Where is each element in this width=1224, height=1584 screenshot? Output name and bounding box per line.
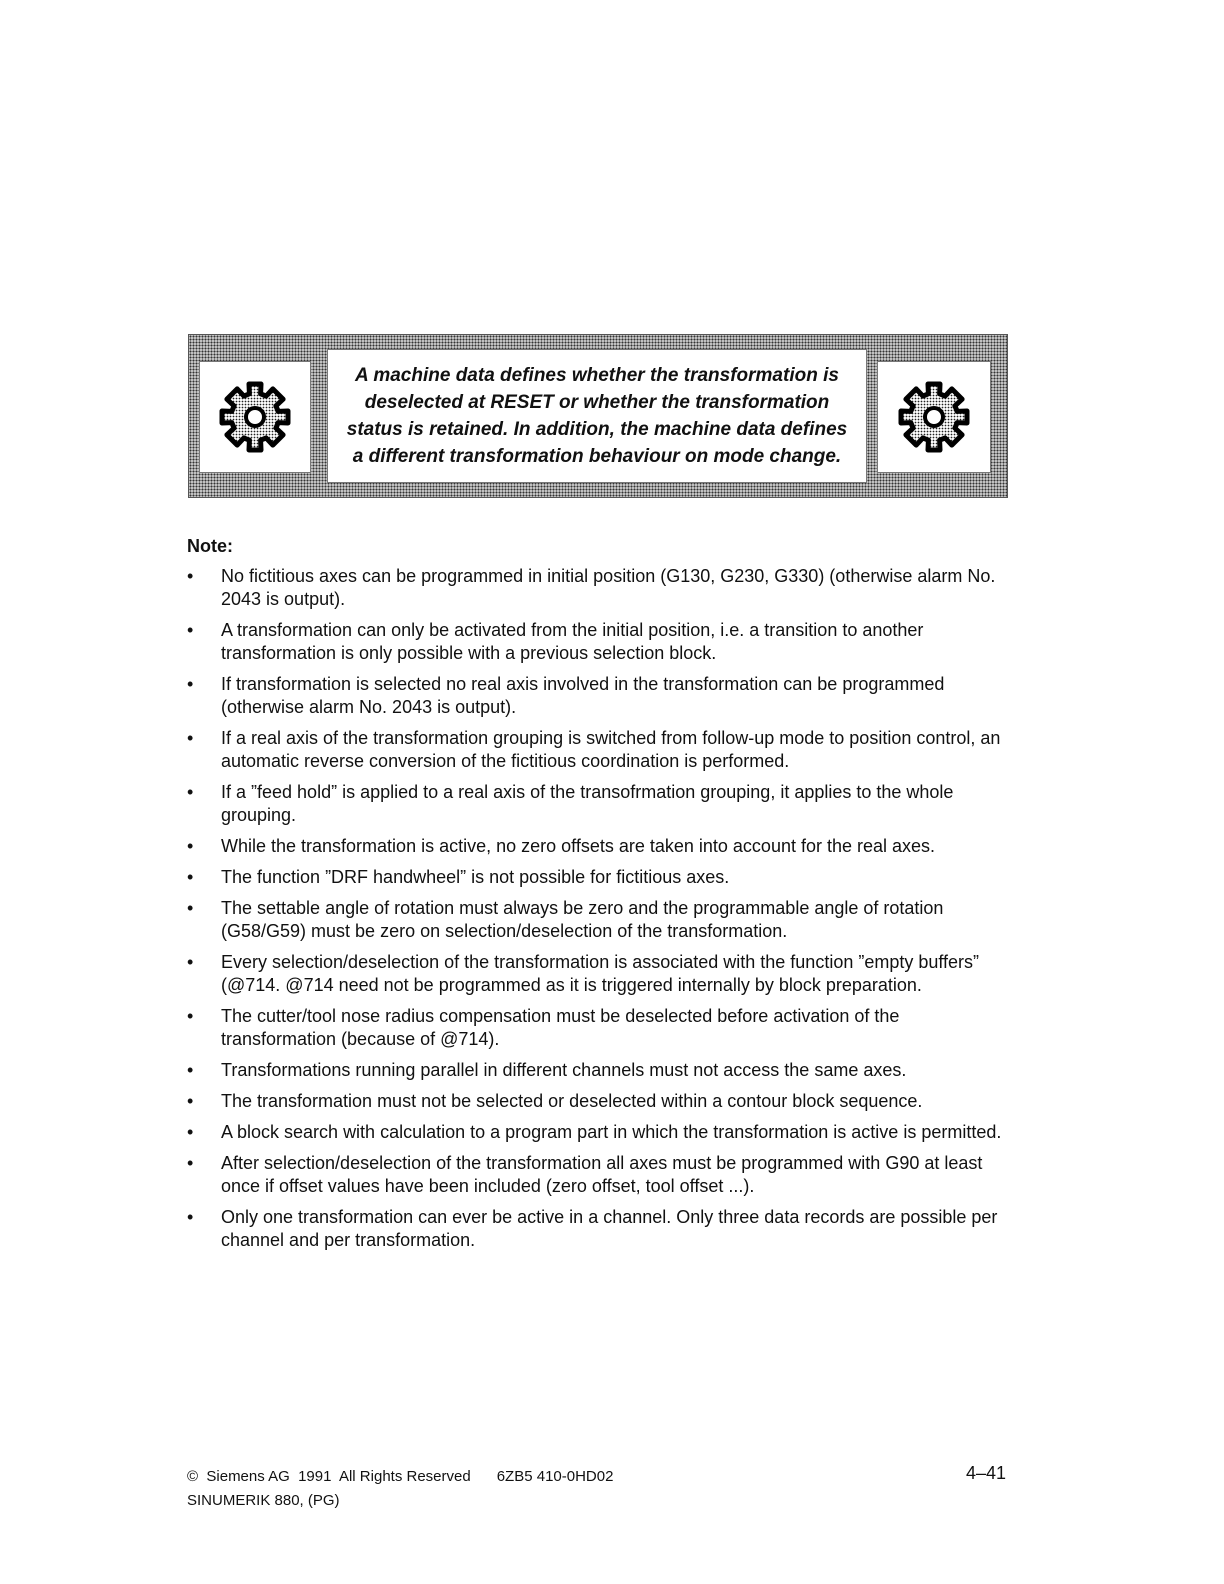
footer-product: SINUMERIK 880, (PG) bbox=[187, 1492, 340, 1509]
footer-copyright: © Siemens AG 1991 All Rights Reserved bbox=[187, 1468, 471, 1485]
note-title: Note: bbox=[187, 536, 233, 556]
machine-data-line: a different transformation behaviour on mode change. bbox=[352, 446, 842, 467]
note-list bbox=[187, 565, 1017, 1260]
machine-data-box bbox=[188, 334, 1008, 498]
gear-icon bbox=[205, 367, 305, 467]
machine-data-line: status is retained. In addition, the machine data defines bbox=[346, 419, 848, 440]
note-item: • The settable angle of rotation must always be zero and the programmable angle of rotation (G58/G59) must be zero on selection/deselection of the transformation. bbox=[187, 897, 1017, 943]
note-item: • The transformation must not be selected or deselected within a contour block sequence. bbox=[187, 1090, 1017, 1113]
gear-icon bbox=[884, 367, 984, 467]
footer bbox=[187, 1465, 613, 1513]
machine-data-text-panel bbox=[327, 349, 867, 483]
machine-data-left-panel bbox=[199, 361, 311, 473]
note-item: • A block search with calculation to a program part in which the transformation is active is permitted. bbox=[187, 1121, 1017, 1144]
note-item: • While the transformation is active, no zero offsets are taken into account for the real axes. bbox=[187, 835, 1017, 858]
note-item: • If a real axis of the transformation grouping is switched from follow-up mode to position control, an automatic reverse conversion of the fictitious coordination is performed. bbox=[187, 727, 1017, 773]
note-item: • The function ”DRF handwheel” is not possible for fictitious axes. bbox=[187, 866, 1017, 889]
note-item: • The cutter/tool nose radius compensation must be deselected before activation of the transformation (because of @714). bbox=[187, 1005, 1017, 1051]
footer-doc-number: 6ZB5 410-0HD02 bbox=[496, 1468, 614, 1485]
note-item: • Transformations running parallel in different channels must not access the same axes. bbox=[187, 1059, 1017, 1082]
page-number: 4–41 bbox=[965, 1463, 1006, 1483]
note-item: • If a ”feed hold” is applied to a real axis of the transofrmation grouping, it applies to the whole grouping. bbox=[187, 781, 1017, 827]
note-item: • No fictitious axes can be programmed in initial position (G130, G230, G330) (otherwise alarm No. 2043 is output). bbox=[187, 565, 1017, 611]
machine-data-line: A machine data defines whether the transformation is bbox=[355, 365, 839, 386]
note-item: • If transformation is selected no real axis involved in the transformation can be programmed (otherwise alarm No. 2043 is output). bbox=[187, 673, 1017, 719]
machine-data-right-panel bbox=[877, 361, 991, 473]
note-item: • Every selection/deselection of the transformation is associated with the function ”empty buffers” (@714. @714 need not be programmed as it is triggered internally by block preparation. bbox=[187, 951, 1017, 997]
machine-data-text bbox=[337, 362, 857, 470]
note-item: • After selection/deselection of the transformation all axes must be programmed with G90 at least once if offset values have been included (zero offset, tool offset ...). bbox=[187, 1152, 1017, 1198]
machine-data-line: deselected at RESET or whether the transformation bbox=[364, 392, 830, 413]
footer-line bbox=[187, 1465, 613, 1489]
note-item: • A transformation can only be activated from the initial position, i.e. a transition to another transformation is only possible with a previous selection block. bbox=[187, 619, 1017, 665]
note-item: • Only one transformation can ever be active in a channel. Only three data records are possible per channel and per transformation. bbox=[187, 1206, 1017, 1252]
